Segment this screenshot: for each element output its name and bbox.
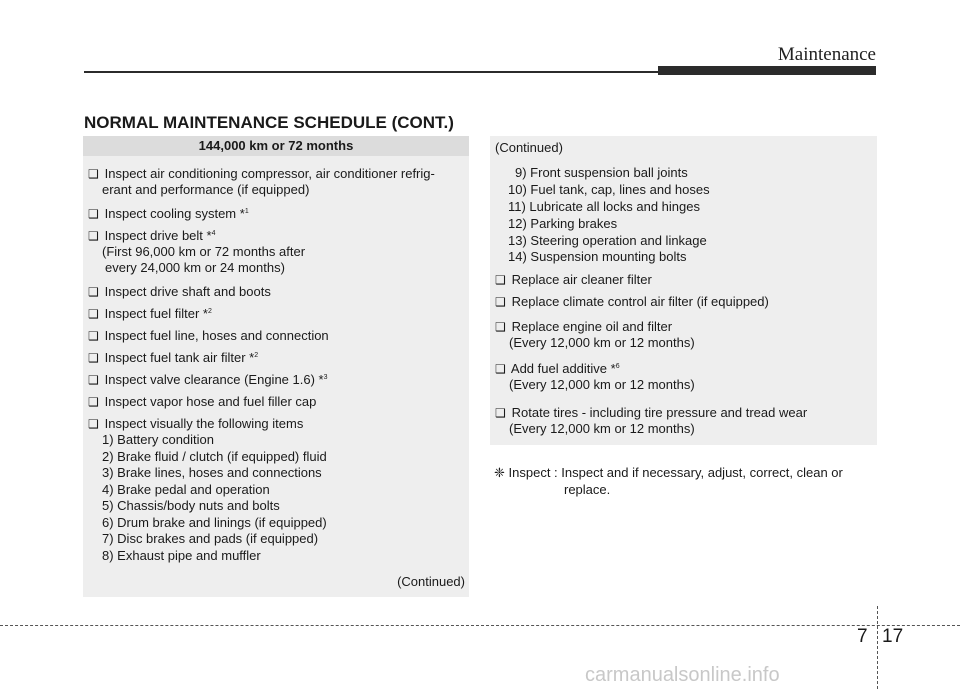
checkbox-icon: ❑ [88,285,99,299]
schedule-item: ❑ Inspect drive shaft and boots [88,284,271,299]
footer-rule [0,625,960,626]
footnote-mark: 2 [207,308,212,315]
inspection-subitem: 1) Battery condition [102,432,215,447]
schedule-item: ❑ Replace air cleaner filter [495,272,652,287]
checkbox-icon: ❑ [88,329,99,343]
schedule-panel-left [83,136,469,597]
schedule-item-detail: every 24,000 km or 24 months) [105,260,285,275]
inspection-subitem: 5) Chassis/body nuts and bolts [102,498,280,513]
schedule-item-detail: (Every 12,000 km or 12 months) [509,421,695,436]
inspection-subitem: 10) Fuel tank, cap, lines and hoses [508,182,710,197]
inspection-subitem: 6) Drum brake and linings (if equipped) [102,514,327,530]
schedule-item: ❑ Add fuel additive *$^6$ [495,361,620,376]
page-heading: NORMAL MAINTENANCE SCHEDULE (CONT.) [84,113,454,132]
footnote-mark: 6 [615,363,620,370]
checkbox-icon: ❑ [495,406,506,420]
schedule-panel-right [490,136,877,445]
header-rule-accent [658,66,876,75]
schedule-item: ❑ Inspect fuel line, hoses and connection [88,328,329,343]
schedule-item: ❑ Inspect air conditioning compressor, air conditioner refrig- [88,166,435,181]
checkbox-icon: ❑ [88,351,99,365]
interval-band: 144,000 km or 72 months [83,136,469,156]
inspection-subitem: 7) Disc brakes and pads (if equipped) [102,531,319,546]
schedule-item-continuation: erant and performance (if equipped) [102,182,310,197]
checkbox-icon: ❑ [88,373,99,387]
inspect-note [494,464,843,498]
continued-label: (Continued) [397,574,465,589]
schedule-item: ❑ Rotate tires - including tire pressure and tread wear [495,405,808,420]
footer-divider [877,606,878,689]
inspection-subitem: 4) Brake pedal and operation [102,481,270,497]
footnote-mark: 3 [323,374,328,381]
footnote-mark: 1 [244,208,249,215]
note-symbol-icon: ❈ [494,465,505,480]
footnote-mark: 2 [254,352,259,359]
checkbox-icon: ❑ [88,417,99,431]
schedule-item: ❑ Inspect drive belt *$^4$ [88,228,216,243]
inspection-subitem: 2) Brake fluid / clutch (if equipped) fluid [102,448,327,464]
checkbox-icon: ❑ [495,273,506,287]
inspection-subitem: 13) Steering operation and linkage [508,233,707,248]
schedule-item-detail: (First 96,000 km or 72 months after [102,244,306,259]
checkbox-icon: ❑ [88,229,99,243]
schedule-item: ❑ Replace climate control air filter (if equipped) [495,294,769,309]
footnote-mark: 4 [211,230,216,237]
watermark: carmanualsonline.info [585,664,780,686]
inspection-subitem: 8) Exhaust pipe and muffler [102,547,261,563]
schedule-item: ❑ Inspect fuel filter *$^2$ [88,306,212,321]
inspection-subitem: 12) Parking brakes [508,216,618,231]
schedule-item: ❑ Inspect visually the following items [88,416,304,431]
schedule-item: ❑ Replace engine oil and filter [495,319,673,334]
checkbox-icon: ❑ [495,362,506,376]
page-number: 17 [882,626,904,647]
chapter-number: 7 [857,626,868,647]
header-section-title: Maintenance [777,44,876,65]
schedule-item: ❑ Inspect fuel tank air filter *$^2$ [88,350,259,365]
checkbox-icon: ❑ [88,307,99,321]
schedule-item: ❑ Inspect valve clearance (Engine 1.6) *$^3$ [88,372,328,387]
continued-label: (Continued) [495,140,563,155]
checkbox-icon: ❑ [88,207,99,221]
schedule-item: ❑ Inspect cooling system *$^1$ [88,206,249,221]
checkbox-icon: ❑ [495,320,506,334]
checkbox-icon: ❑ [495,295,506,309]
schedule-item: ❑ Inspect vapor hose and fuel filler cap [88,394,317,409]
checkbox-icon: ❑ [88,167,99,181]
schedule-item-detail: (Every 12,000 km or 12 months) [509,335,695,350]
inspection-subitem: 11) Lubricate all locks and hinges [508,199,700,214]
checkbox-icon: ❑ [88,395,99,409]
inspection-subitem: 3) Brake lines, hoses and connections [102,465,322,480]
inspection-subitem: 9) Front suspension ball joints [515,165,688,180]
note-text: Inspect : Inspect and if necessary, adjust, correct, clean or [508,465,843,480]
header-rule [84,71,660,73]
note-text-continuation: replace. [564,482,611,497]
inspection-subitem: 14) Suspension mounting bolts [508,249,687,264]
schedule-item-detail: (Every 12,000 km or 12 months) [509,377,695,392]
